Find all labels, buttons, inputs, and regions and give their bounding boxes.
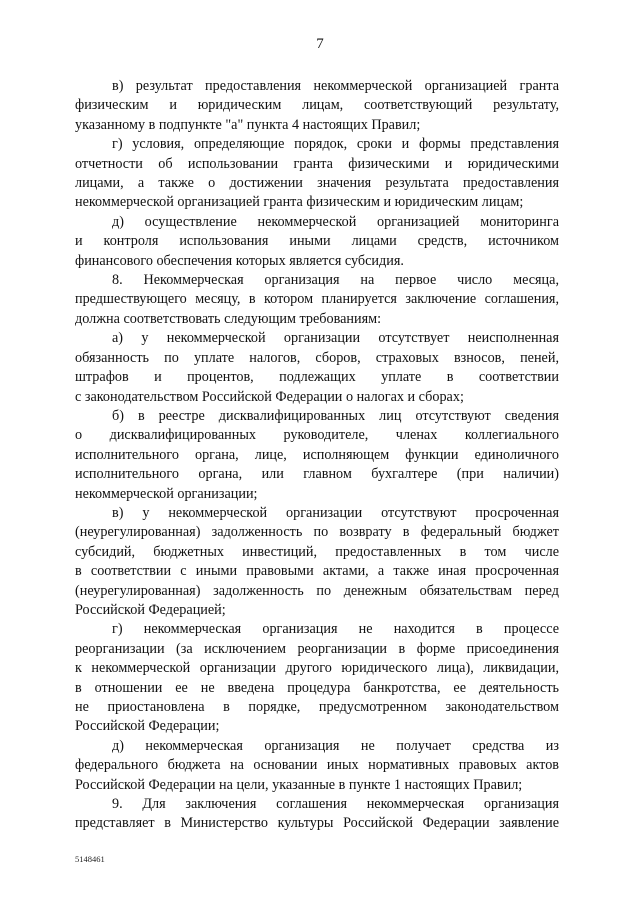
text-line: финансового обеспечения которых является субсидия. xyxy=(75,252,404,269)
text-line: не приостановлена в порядке, предусмотренном законодательством xyxy=(75,699,559,715)
paragraph xyxy=(75,135,559,213)
text-line: реорганизации (за исключением реорганизации в форме присоединения xyxy=(75,640,559,657)
paragraph xyxy=(75,329,559,407)
text-line: в) у некоммерческой организации отсутствуют просроченная xyxy=(112,504,559,521)
text-line: к некоммерческой организации другого юридического лица), ликвидации, xyxy=(75,660,559,677)
text-line: о дисквалифицированных руководителе, членах коллегиального xyxy=(75,427,559,444)
text-line: физическим и юридическим лицам, соответствующий результату, xyxy=(75,97,559,114)
text-line: и контроля использования иными лицами средств, источником xyxy=(75,233,559,250)
text-line: Российской Федерации; xyxy=(75,718,220,735)
text-line: 9. Для заключения соглашения некоммерческая организация xyxy=(112,796,559,813)
text-line: (неурегулированная) задолженность по денежным обязательствам перед xyxy=(75,582,559,599)
paragraph xyxy=(75,213,559,271)
text-line: г) некоммерческая организация не находится в процессе xyxy=(112,621,559,638)
text-line: обязанность по уплате налогов, сборов, страховых взносов, пеней, xyxy=(75,349,559,366)
paragraph xyxy=(75,77,559,135)
page-number: 7 xyxy=(316,36,324,52)
text-line: указанному в подпункте "а" пункта 4 настоящих Правил; xyxy=(75,116,421,133)
text-line: 8. Некоммерческая организация на первое число месяца, xyxy=(112,272,559,289)
text-line: с законодательством Российской Федерации о налогах и сборах; xyxy=(75,388,464,405)
document-body xyxy=(75,77,559,834)
paragraph xyxy=(75,504,559,620)
text-line: д) некоммерческая организация не получает средства из xyxy=(112,737,559,754)
text-line: Российской Федерации на цели, указанные в пункте 1 настоящих Правил; xyxy=(75,776,523,793)
paragraph xyxy=(75,795,559,834)
text-line: штрафов и процентов, подлежащих уплате в соответствии xyxy=(75,369,559,386)
text-line: представляет в Министерство культуры Российской Федерации заявление xyxy=(75,815,559,832)
text-line: субсидий, бюджетных инвестиций, предоставленных в том числе xyxy=(75,543,559,560)
text-line: федерального бюджета на основании иных нормативных правовых актов xyxy=(75,757,559,774)
text-line: в) результат предоставления некоммерческой организацией гранта xyxy=(112,78,559,94)
paragraph xyxy=(75,407,559,504)
paragraph xyxy=(75,271,559,329)
text-line: должна соответствовать следующим требованиям: xyxy=(75,310,382,327)
text-line: некоммерческой организации; xyxy=(75,485,258,502)
text-line: исполнительного органа, лице, исполняющем функции единоличного xyxy=(75,446,559,463)
text-line: г) условия, определяющие порядок, сроки и формы представления xyxy=(112,136,559,153)
text-line: д) осуществление некоммерческой организацией мониторинга xyxy=(112,213,559,230)
text-line: некоммерческой организацией гранта физическим и юридическим лицам; xyxy=(75,194,524,211)
text-line: Российской Федерацией; xyxy=(75,601,226,618)
text-line: отчетности об использовании гранта физическими и юридическими xyxy=(75,155,559,172)
document-code: 5148461 xyxy=(75,854,105,864)
text-line: исполнительного органа, или главном бухгалтере (при наличии) xyxy=(75,466,559,483)
text-line: в соответствии с иными правовыми актами, а также иная просроченная xyxy=(75,563,559,580)
text-line: предшествующего месяцу, в котором планируется заключение соглашения, xyxy=(75,291,559,308)
text-line: лицами, а также о достижении значения результата предоставления xyxy=(75,175,559,192)
text-line: в отношении ее не введена процедура банкротства, ее деятельность xyxy=(75,679,559,696)
text-line: б) в реестре дисквалифицированных лиц отсутствуют сведения xyxy=(112,407,559,424)
paragraph xyxy=(75,737,559,795)
paragraph xyxy=(75,620,559,736)
text-line: а) у некоммерческой организации отсутствует неисполненная xyxy=(112,330,559,347)
text-line: (неурегулированная) задолженность по возврату в федеральный бюджет xyxy=(75,524,559,541)
